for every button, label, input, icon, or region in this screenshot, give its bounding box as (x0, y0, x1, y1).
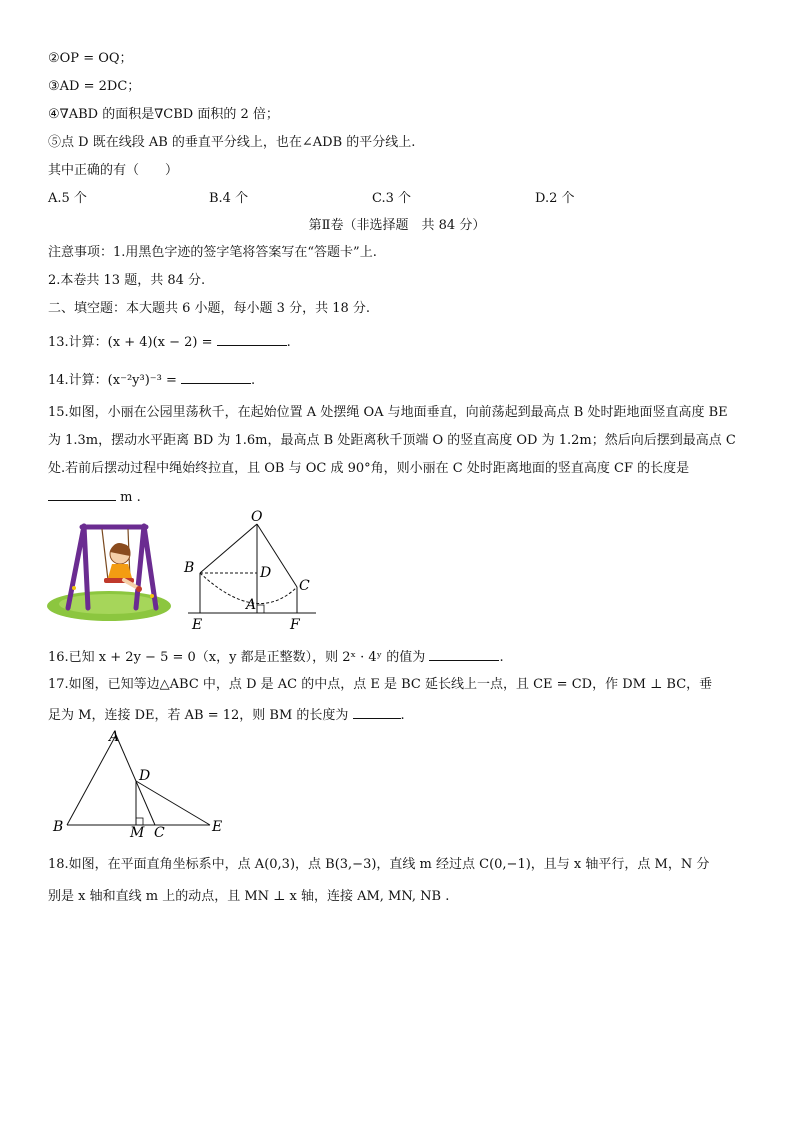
q17-line-1: 17.如图，已知等边△ABC 中，点 D 是 AC 的中点，点 E 是 BC 延长线上一点，且 CE = CD，作 DM ⊥ BC，垂 (48, 677, 713, 692)
question-tail: 其中正确的有（ ） (48, 163, 179, 178)
q15-unit: m . (120, 490, 141, 505)
label-o: O (251, 509, 263, 525)
label-m: M (130, 825, 145, 837)
statement-3: ③AD = 2DC； (48, 79, 141, 94)
q15-line-1: 15.如图，小丽在公园里荡秋千，在起始位置 A 处摆绳 OA 与地面垂直，向前荡起到最高点 B 处时距地面竖直高度 BE (48, 405, 728, 420)
q17-answer-blank[interactable] (353, 704, 401, 719)
rope-ob (200, 524, 257, 573)
q17-geometry-figure (50, 727, 230, 837)
label-c: C (299, 578, 310, 594)
label-d: D (260, 565, 272, 581)
label-b: B (53, 819, 64, 835)
part-heading: 二、填空题：本大题共 6 小题，每小题 3 分，共 18 分. (48, 301, 371, 316)
q18-line-1: 18.如图，在平面直角坐标系中，点 A(0,3)，点 B(3,−3)，直线 m 经过点 C(0,−1)，且与 x 轴平行，点 M，N 分 (48, 857, 710, 872)
q17-text: 足为 M，连接 DE，若 AB = 12，则 BM 的长度为 (48, 708, 349, 723)
q16-answer-blank[interactable] (429, 646, 499, 661)
note-1: 注意事项：1.用黑色字迹的签字笔将答案写在“答题卡”上. (48, 245, 377, 260)
q17-line-2: 足为 M，连接 DE，若 AB = 12，则 BM 的长度为 . (48, 704, 405, 725)
girl-shoe (136, 586, 142, 592)
q15-geometry-figure (178, 508, 328, 632)
question-13: 13.计算：(x + 4)(x − 2) = . (48, 331, 291, 352)
q14-text: 14.计算：(x⁻²y³)⁻³ = (48, 373, 177, 388)
grass-highlight (59, 594, 159, 614)
label-e: E (212, 819, 223, 835)
swing-illustration (44, 518, 174, 622)
side-ab (67, 735, 116, 825)
label-a: A (109, 729, 120, 745)
q18-line-2: 别是 x 轴和直线 m 上的动点，且 MN ⊥ x 轴，连接 AM, MN, NB . (48, 889, 450, 904)
label-c: C (154, 825, 165, 837)
flower-2 (150, 594, 154, 598)
label-f: F (290, 617, 300, 632)
right-angle-mark-a (257, 605, 264, 613)
statement-4: ④∇ABD 的面积是∇CBD 面积的 2 倍； (48, 107, 279, 122)
section-title: 第Ⅱ卷（非选择题 共 84 分） (308, 218, 486, 233)
swing-rope-left (102, 529, 108, 580)
q15-answer-blank[interactable] (48, 486, 116, 501)
q13-answer-blank[interactable] (217, 331, 287, 346)
segment-de (136, 781, 210, 825)
q15-line-2: 为 1.3m，摆动水平距离 BD 为 1.6m，最高点 B 处距离秋千顶端 O 的竖直高度 OD 为 1.2m；然后向后摆到最高点 C (48, 433, 736, 448)
label-d: D (139, 768, 151, 784)
q14-answer-blank[interactable] (181, 369, 251, 384)
option-b: B.4 个 (209, 191, 249, 206)
label-a: A (246, 597, 257, 613)
option-c: C.3 个 (372, 191, 412, 206)
girl-dress (108, 564, 132, 578)
question-16: 16.已知 x + 2y − 5 = 0（x，y 都是正整数），则 2ˣ · 4ʸ 的值为 . (48, 646, 504, 667)
q15-line-3: 处.若前后摆动过程中绳始终拉直，且 OB 与 OC 成 90°角，则小丽在 C 处时距离地面的竖直高度 CF 的长度是 (48, 461, 690, 476)
option-d: D.2 个 (535, 191, 575, 206)
question-14: 14.计算：(x⁻²y³)⁻³ = . (48, 369, 255, 390)
label-b: B (184, 560, 195, 576)
statement-5: ⑤点 D 既在线段 AB 的垂直平分线上，也在∠ADB 的平分线上. (48, 135, 416, 150)
q15-line-4 (48, 486, 141, 507)
note-2: 2.本卷共 13 题，共 84 分. (48, 273, 206, 288)
q16-text: 16.已知 x + 2y − 5 = 0（x，y 都是正整数），则 2ˣ · 4ʸ 的值为 (48, 650, 426, 665)
right-angle-mark-m (136, 818, 143, 825)
statement-2: ②OP = OQ； (48, 51, 133, 66)
option-a: A.5 个 (48, 191, 87, 206)
flower-1 (72, 586, 76, 590)
label-e: E (192, 617, 203, 632)
q13-text: 13.计算：(x + 4)(x − 2) = (48, 335, 213, 350)
